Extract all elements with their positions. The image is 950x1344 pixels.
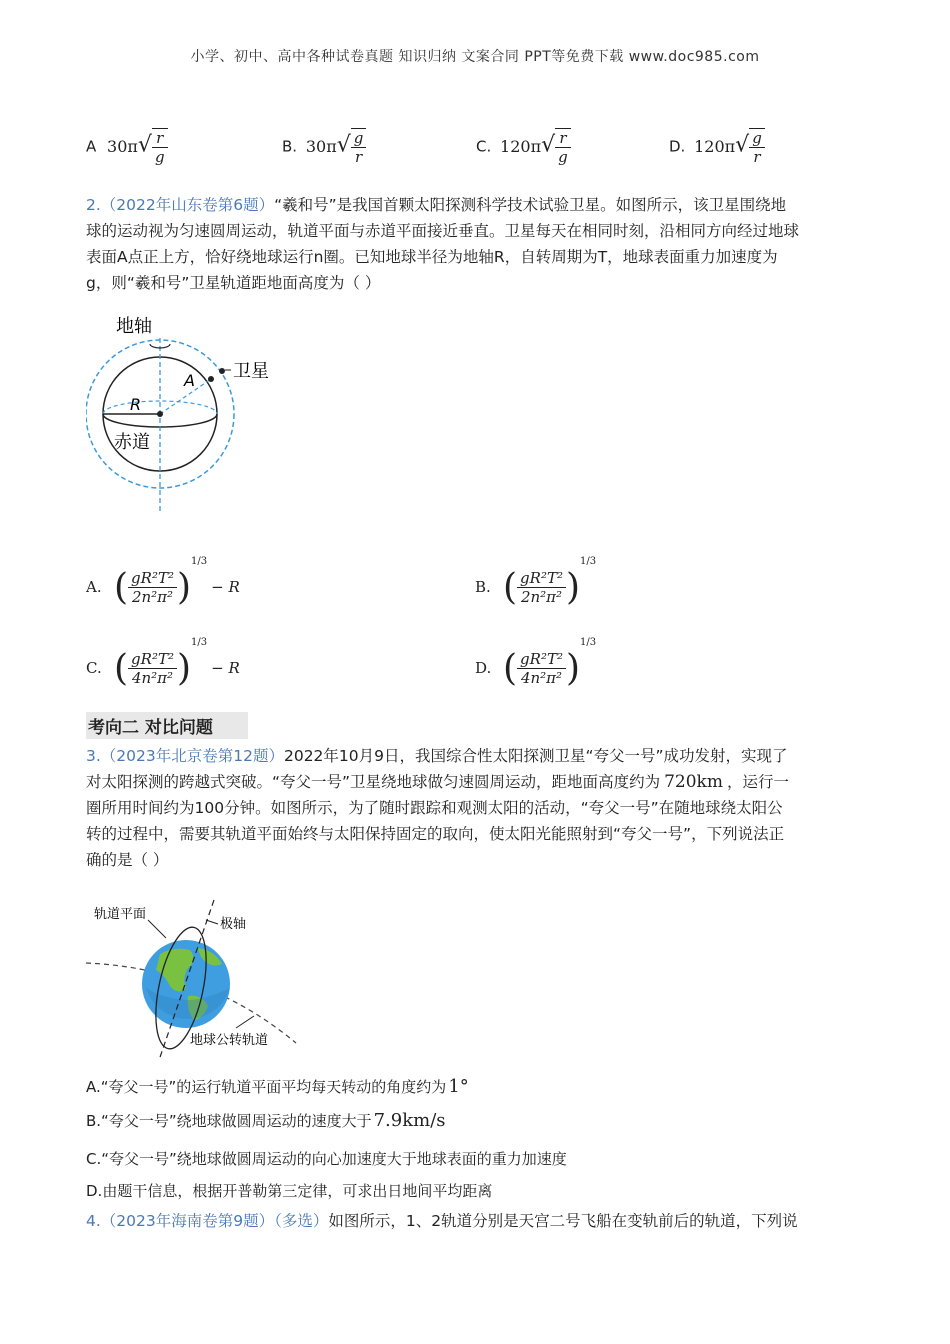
- satellite-dot: [219, 368, 225, 374]
- q3-option-a[interactable]: A.“夸父一号”的运行轨道平面平均每天转动的角度约为 1°: [86, 1076, 469, 1097]
- q2-option-c[interactable]: C. ( $\frac{\text{gR²T²}}{\text{4n²π²}}$ )$^{1/3}$− R: [86, 637, 240, 689]
- q2-option-a[interactable]: A. ( $\frac{\text{gR²T²}}{\text{2n²π²}}$ )$^{1/3}$− R: [86, 556, 240, 608]
- earth-orbit-label: 地球公转轨道: [190, 1033, 269, 1048]
- q2-option-b[interactable]: B. ( $\frac{\text{gR²T²}}{\text{2n²π²}}$ )$^{1/3}$: [475, 556, 597, 608]
- q3-stem: 3.（2023年北京卷第12题）2022年10月9日，我国综合性太阳探测卫星“夸父一号”成功发射，实现了 对太阳探测的跨越式突破。“夸父一号”卫星绕地球做匀速圆周运动，距地面高度约为 720km ，运行一 圈所用时间约为100分钟。如图所示，为了随时跟踪和观测太阳的活动，“夸父一号”在随地球绕太阳公 转的过程中，需要其轨道平面始终与太阳保持固定的取向，使太阳光能照射到“夸父一号”，下列说法正 确的是（ ）: [86, 747, 789, 869]
- q2-earth-satellite-figure: [86, 308, 286, 520]
- q2-option-d[interactable]: D. ( $\frac{\text{gR²T²}}{\text{4n²π²}}$ )$^{1/3}$: [475, 637, 597, 689]
- orbit-plane-leader: [148, 920, 166, 938]
- point-a-label: A: [184, 371, 195, 390]
- radius-label: R: [130, 395, 142, 414]
- orbit-plane-label: 轨道平面: [94, 907, 147, 922]
- q3-option-c[interactable]: C.“夸父一号”绕地球做圆周运动的向心加速度大于地球表面的重力加速度: [86, 1150, 567, 1168]
- earth-center: [157, 411, 163, 417]
- q2-stem: 2.（2022年山东卷第6题）“羲和号”是我国首颗太阳探测科学技术试验卫星。如图所示，该卫星围绕地 球的运动视为匀速圆周运动，轨道平面与赤道平面接近垂直。卫星每天在相同时刻，沿相同方向经过地球 表面A点正上方，恰好绕地球运行n圈。已知地球半径为地轴R，自转周期为T，地球表面重力加速度为 g，则“羲和号”卫星轨道距地面高度为（ ）: [86, 196, 800, 292]
- q1-option-c[interactable]: C. 120π√ $\frac{r}{g}$: [476, 128, 571, 166]
- q4-stem: 4.（2023年海南卷第9题）（多选）如图所示，1、2轨道分别是天宫二号飞船在变轨前后的轨道，下列说: [86, 1212, 798, 1230]
- q1-option-a[interactable]: A 30π√ $\frac{r}{g}$: [86, 128, 168, 166]
- q1-option-b[interactable]: B. 30π√ $\frac{g}{r}$: [282, 128, 366, 166]
- equator-label: 赤道: [114, 432, 150, 453]
- q1-option-d[interactable]: D. 120π√ $\frac{g}{r}$: [669, 128, 765, 166]
- polar-axis-label: 极轴: [220, 917, 247, 932]
- q3-earth-orbit-figure: [86, 888, 306, 1060]
- page-header: 小学、初中、高中各种试卷真题 知识归纳 文案合同 PPT等免费下载 www.doc985.com: [190, 49, 760, 65]
- satellite-label: 卫星: [233, 361, 269, 382]
- q3-option-b[interactable]: B.“夸父一号”绕地球做圆周运动的速度大于 7.9km/s: [86, 1110, 446, 1131]
- q3-option-d[interactable]: D.由题干信息，根据开普勒第三定律，可求出日地间平均距离: [86, 1182, 493, 1200]
- polar-axis-leader: [206, 920, 218, 924]
- earth-orbit-leader: [236, 1016, 254, 1028]
- section-heading: 考向二 对比问题: [86, 712, 248, 739]
- point-a: [208, 376, 214, 382]
- axis-label: 地轴: [116, 316, 152, 337]
